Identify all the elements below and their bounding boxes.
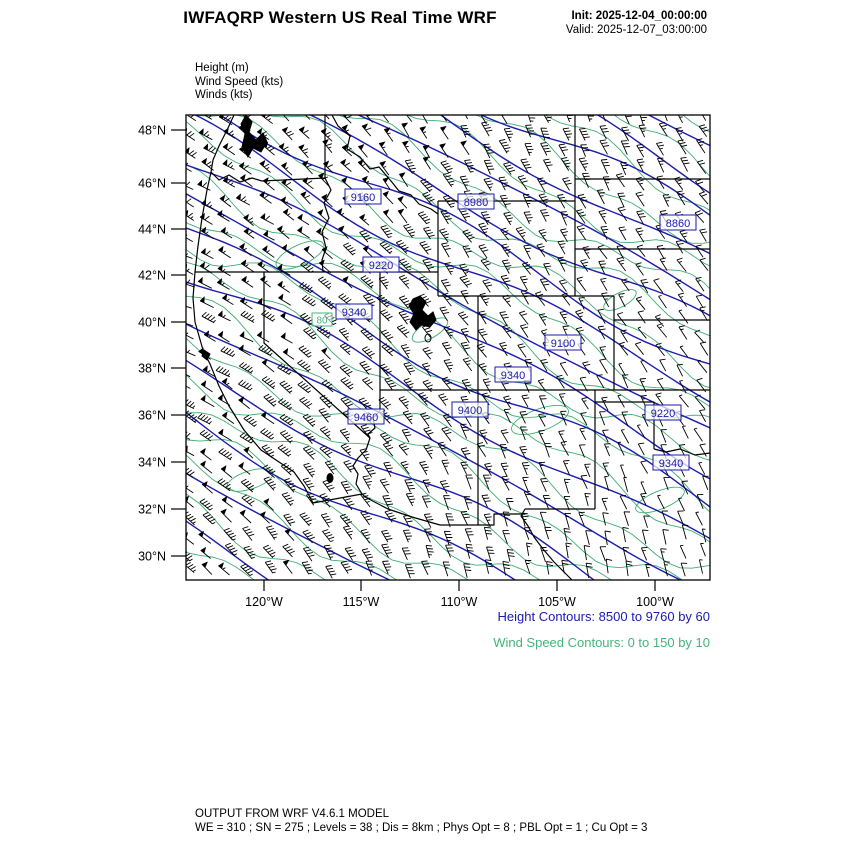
svg-text:36°N: 36°N [138,408,166,423]
svg-text:100°W: 100°W [636,595,674,609]
svg-text:115°W: 115°W [342,595,380,609]
svg-text:9340: 9340 [658,458,684,470]
svg-text:34°N: 34°N [138,455,166,470]
svg-text:9220: 9220 [368,260,394,272]
model-footer-line1: OUTPUT FROM WRF V4.6.1 MODEL [195,808,390,820]
svg-text:8860: 8860 [665,218,691,230]
svg-text:40°N: 40°N [138,315,166,330]
svg-text:8980: 8980 [463,197,489,209]
valid-time: Valid: 2025-12-07_03:00:00 [565,24,707,36]
svg-text:9340: 9340 [341,307,367,319]
svg-text:32°N: 32°N [138,502,166,517]
windspeed-contour-info: Wind Speed Contours: 0 to 150 by 10 [493,635,710,650]
svg-text:44°N: 44°N [138,222,166,237]
svg-text:110°W: 110°W [440,595,478,609]
svg-text:46°N: 46°N [138,176,166,191]
height-contour-info: Height Contours: 8500 to 9760 by 60 [497,609,710,624]
model-footer-line2: WE = 310 ; SN = 275 ; Levels = 38 ; Dis = 8km ; Phys Opt = 8 ; PBL Opt = 1 ; Cu Opt = 3 [195,822,648,834]
svg-text:48°N: 48°N [138,123,166,138]
svg-text:9340: 9340 [500,370,526,382]
field-legend-height: Height (m) [195,62,249,74]
svg-text:38°N: 38°N [138,361,166,376]
svg-text:30°N: 30°N [138,549,166,564]
svg-text:80: 80 [316,315,328,327]
init-time: Init: 2025-12-04_00:00:00 [571,10,707,22]
field-legend-winds: Winds (kts) [195,89,253,101]
svg-text:120°W: 120°W [245,595,283,609]
svg-text:9160: 9160 [350,192,376,204]
svg-text:9100: 9100 [550,338,576,350]
svg-text:105°W: 105°W [538,595,576,609]
svg-text:9400: 9400 [457,405,483,417]
svg-text:9460: 9460 [353,412,379,424]
field-legend-windspeed: Wind Speed (kts) [195,75,284,88]
svg-text:9220: 9220 [650,408,676,420]
svg-text:42°N: 42°N [138,268,166,283]
page-title: IWFAQRP Western US Real Time WRF [183,8,497,27]
model-footer [195,807,647,835]
